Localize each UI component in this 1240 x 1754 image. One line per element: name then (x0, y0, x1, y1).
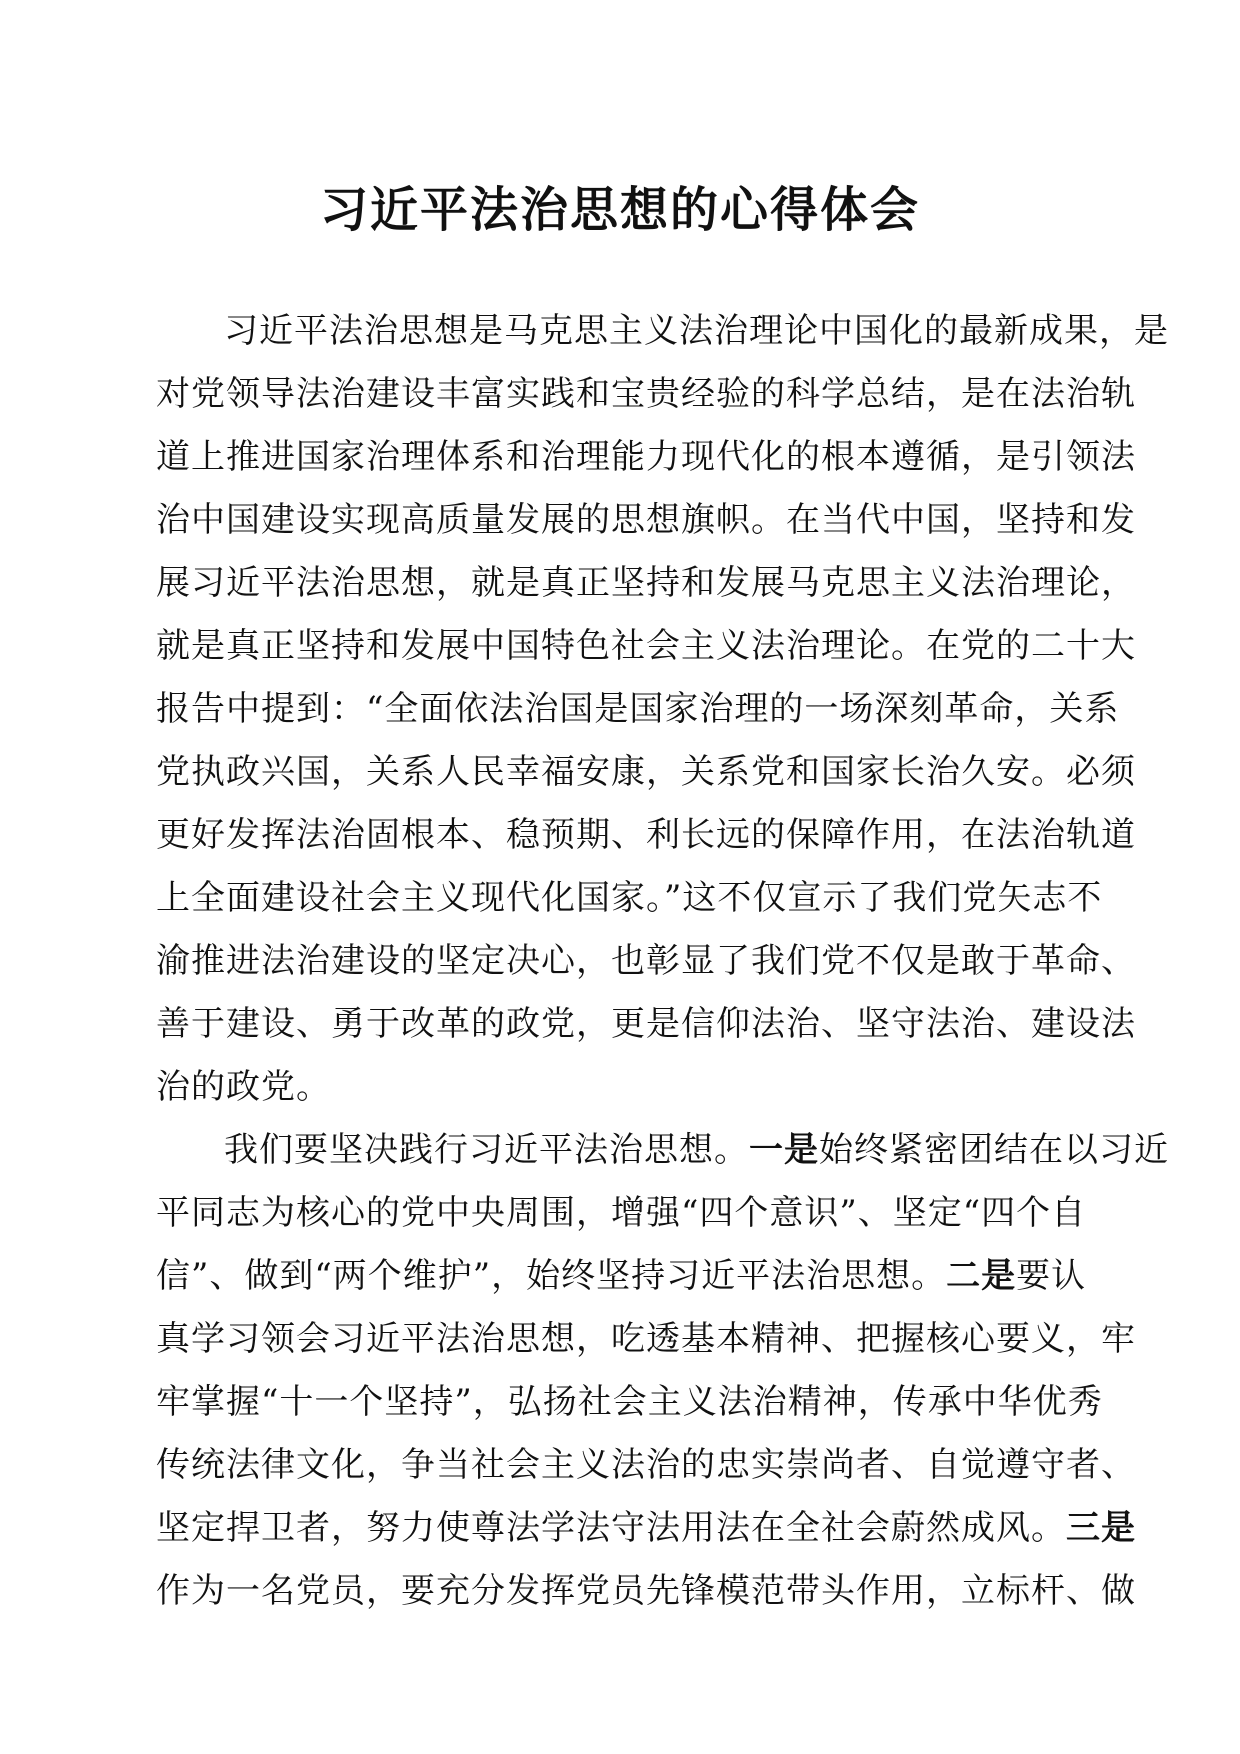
text-run: 信”、做到“两个维护”，始终坚持习近平法治思想。 (156, 1256, 947, 1296)
text-run: 要认 (1016, 1256, 1087, 1296)
paragraph-line: 展习近平法治思想，就是真正坚持和发展马克思主义法治理论， (156, 563, 1136, 603)
text-run: 我们要坚决践行习近平法治思想。 (224, 1130, 749, 1170)
paragraph-line: 渝推进法治建设的坚定决心，也彰显了我们党不仅是敢于革命、 (156, 941, 1136, 981)
paragraph-line: 报告中提到：“全面依法治国是国家治理的一场深刻革命，关系 (156, 689, 1120, 729)
paragraph-line: 作为一名党员，要充分发挥党员先锋模范带头作用，立标杆、做 (156, 1571, 1136, 1611)
emphasis-second: 二是 (946, 1256, 1017, 1296)
text-run: 坚定捍卫者，努力使尊法学法守法用法在全社会蔚然成风。 (156, 1508, 1066, 1548)
paragraph-1 (156, 300, 1169, 1119)
paragraph-line: 传统法律文化，争当社会主义法治的忠实崇尚者、自觉遵守者、 (156, 1445, 1136, 1485)
emphasis-first: 一是 (749, 1130, 819, 1170)
paragraph-line (156, 1119, 1169, 1182)
paragraph-line: 更好发挥法治固根本、稳预期、利长远的保障作用，在法治轨道 (156, 815, 1136, 855)
paragraph-line: 善于建设、勇于改革的政党，更是信仰法治、坚守法治、建设法 (156, 1004, 1136, 1044)
paragraph-line: 牢掌握“十一个坚持”，弘扬社会主义法治精神，传承中华优秀 (156, 1382, 1103, 1422)
document-body (156, 300, 1169, 1623)
paragraph-line (156, 1245, 1087, 1308)
paragraph-2 (156, 1119, 1169, 1623)
text-run: 始终紧密团结在以习近 (819, 1130, 1169, 1170)
paragraph-line: 就是真正坚持和发展中国特色社会主义法治理论。在党的二十大 (156, 626, 1136, 666)
paragraph-line: 治的政党。 (156, 1067, 331, 1107)
paragraph-line: 对党领导法治建设丰富实践和宝贵经验的科学总结，是在法治轨 (156, 374, 1136, 414)
paragraph-line: 党执政兴国，关系人民幸福安康，关系党和国家长治久安。必须 (156, 752, 1136, 792)
paragraph-line: 真学习领会习近平法治思想，吃透基本精神、把握核心要义，牢 (156, 1319, 1136, 1359)
paragraph-line: 上全面建设社会主义现代化国家。”这不仅宣示了我们党矢志不 (156, 878, 1103, 918)
emphasis-third: 三是 (1066, 1508, 1136, 1548)
paragraph-line: 习近平法治思想是马克思主义法治理论中国化的最新成果，是 (224, 311, 1169, 351)
paragraph-line: 道上推进国家治理体系和治理能力现代化的根本遵循，是引领法 (156, 437, 1136, 477)
paragraph-line: 治中国建设实现高质量发展的思想旗帜。在当代中国，坚持和发 (156, 500, 1136, 540)
document-title: 习近平法治思想的心得体会 (319, 182, 920, 238)
paragraph-line: 平同志为核心的党中央周围，增强“四个意识”、坚定“四个自 (156, 1193, 1087, 1233)
paragraph-line (156, 1497, 1136, 1560)
